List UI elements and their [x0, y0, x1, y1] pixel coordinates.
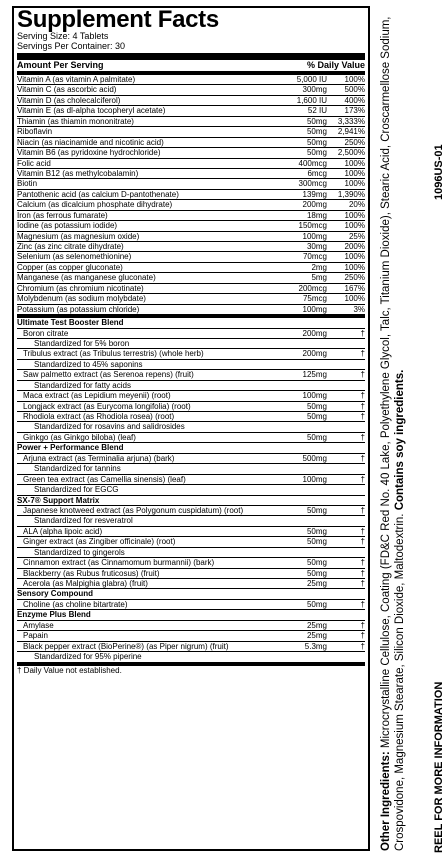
row-name: Manganese (as manganese gluconate) — [17, 273, 156, 283]
row-amount: 5mg — [311, 273, 327, 283]
row-name: Vitamin B12 (as methylcobalamin) — [17, 168, 139, 178]
row-amount — [279, 496, 327, 505]
row-amount: 50mg — [306, 148, 327, 158]
dv-header: % Daily Value — [306, 60, 365, 70]
nutrient-row — [17, 190, 365, 200]
row-name: Standardized for EGCG — [34, 485, 119, 495]
row-name: Black pepper extract (BioPerine®) (as Piper nigrum) (fruit) — [23, 641, 229, 651]
row-daily-value: † — [360, 453, 365, 463]
row-name: Sensory Compound — [17, 589, 94, 599]
row-daily-value: 3% — [353, 304, 365, 314]
nutrient-row — [17, 454, 365, 464]
row-name: Standardized to 45% saponins — [34, 359, 143, 369]
row-amount: 200mg — [302, 200, 327, 210]
row-name: Ultimate Test Booster Blend — [17, 318, 124, 328]
row-name: Copper (as copper gluconate) — [17, 262, 123, 272]
row-daily-value: 100% — [344, 221, 365, 231]
row-amount — [279, 339, 327, 348]
nutrient-row — [17, 506, 365, 516]
nutrient-row — [17, 537, 365, 547]
row-daily-value — [327, 652, 365, 661]
standardization-row — [17, 360, 365, 370]
row-daily-value: 500% — [344, 85, 365, 95]
other-ingredients-label: Other Ingredients: — [380, 751, 392, 851]
row-daily-value — [327, 318, 365, 327]
nutrient-row — [17, 127, 365, 137]
row-amount — [279, 610, 327, 619]
row-daily-value: † — [360, 432, 365, 442]
nutrient-row — [17, 117, 365, 127]
nutrient-row — [17, 569, 365, 579]
row-daily-value — [327, 443, 365, 452]
row-amount: 50mg — [306, 116, 327, 126]
standardization-row — [17, 339, 365, 349]
nutrient-row — [17, 106, 365, 116]
row-name: Arjuna extract (as Terminalia arjuna) (bark) — [23, 453, 175, 463]
row-daily-value: † — [360, 474, 365, 484]
standardization-row — [17, 464, 365, 474]
nutrient-row — [17, 621, 365, 631]
row-amount: 50mg — [306, 432, 327, 442]
row-amount: 25mg — [306, 579, 327, 588]
row-daily-value: 100% — [344, 179, 365, 189]
row-amount — [279, 360, 327, 369]
row-amount: 200mg — [302, 349, 327, 359]
row-amount: 1,600 IU — [296, 95, 327, 105]
row-daily-value: † — [360, 328, 365, 338]
nutrient-row — [17, 642, 365, 652]
blend-header-row — [17, 496, 365, 506]
row-name: Papain — [23, 631, 48, 641]
nutrient-row — [17, 148, 365, 158]
row-daily-value — [327, 464, 365, 473]
row-daily-value — [327, 589, 365, 598]
row-name: Ginger extract (as Zingiber officinale) (root) — [23, 537, 176, 547]
peel-instruction: REEL FOR MORE INFORMATION — [433, 681, 445, 853]
row-daily-value — [327, 360, 365, 369]
row-name: Longjack extract (as Eurycoma longifolia) (root) — [23, 401, 191, 411]
row-name: Tribulus extract (as Tribulus terrestris) (whole herb) — [23, 349, 204, 359]
row-daily-value: † — [360, 526, 365, 536]
row-name: Green tea extract (as Camellia sinensis) (leaf) — [23, 474, 186, 484]
blend-header-row — [17, 589, 365, 599]
row-name: Iodine (as potassium iodide) — [17, 221, 118, 231]
standardization-row — [17, 652, 365, 665]
row-daily-value: 100% — [344, 168, 365, 178]
row-amount: 400mcg — [298, 158, 327, 168]
row-name: Standardized for resveratrol — [34, 516, 133, 526]
row-amount: 50mg — [306, 537, 327, 547]
row-amount: 75mcg — [302, 294, 327, 304]
amount-header: Amount Per Serving — [17, 60, 104, 70]
nutrient-row — [17, 527, 365, 537]
row-name: SX-7® Support Matrix — [17, 495, 100, 505]
nutrient-row — [17, 284, 365, 294]
nutrient-row — [17, 138, 365, 148]
row-amount — [279, 318, 327, 327]
other-ingredients-list: Microcrystalline Cellulose, Coating (FD&C Red No. 40 Lake, Polyethylene Glycol, Talc, Titanium Dioxide), Stearic Acid, Croscarmellose Sodium, Crospovidone, Magnesium Stearate, Silicon Dioxide, Maltodextrin. — [380, 16, 406, 851]
row-amount: 30mg — [306, 242, 327, 251]
blend-header-row — [17, 315, 365, 328]
row-amount — [279, 464, 327, 473]
row-daily-value: † — [360, 349, 365, 359]
nutrient-row — [17, 579, 365, 589]
row-daily-value: 20% — [348, 200, 365, 210]
row-daily-value — [327, 496, 365, 505]
table-header — [17, 60, 365, 75]
row-daily-value — [327, 548, 365, 557]
row-name: Vitamin E (as dl-alpha tocopheryl acetate) — [17, 106, 166, 116]
row-name: Folic acid — [17, 158, 51, 168]
row-amount: 50mg — [306, 568, 327, 578]
row-amount: 500mg — [302, 453, 327, 463]
row-daily-value: 2,941% — [337, 127, 365, 137]
row-name: Amylase — [23, 620, 54, 630]
row-name: Biotin — [17, 179, 38, 189]
nutrient-row — [17, 252, 365, 262]
row-daily-value: † — [360, 505, 365, 515]
row-name: Ginkgo (as Ginkgo biloba) (leaf) — [23, 432, 136, 442]
standardization-row — [17, 422, 365, 432]
row-name: Standardized for rosavins and salidrosides — [34, 422, 185, 432]
row-amount: 50mg — [306, 127, 327, 137]
nutrient-row — [17, 391, 365, 401]
row-daily-value: 200% — [344, 242, 365, 251]
row-name: Choline (as choline bitartrate) — [23, 599, 128, 609]
nutrient-row — [17, 402, 365, 412]
allergen-statement: Contains soy ingredients. — [393, 369, 406, 511]
row-name: Thiamin (as thiamin mononitrate) — [17, 116, 134, 126]
nutrient-row — [17, 273, 365, 283]
row-name: Riboflavin — [17, 127, 53, 137]
row-amount: 100mg — [302, 304, 327, 314]
nutrient-row — [17, 159, 365, 169]
nutrient-row — [17, 263, 365, 273]
nutrient-row — [17, 412, 365, 422]
row-daily-value: † — [360, 631, 365, 641]
servings-per-container: Servings Per Container: 30 — [17, 40, 126, 51]
row-amount — [279, 589, 327, 598]
row-daily-value: 100% — [344, 210, 365, 220]
row-daily-value: 1,390% — [337, 189, 365, 199]
row-name: Potassium (as potassium chloride) — [17, 304, 140, 314]
row-daily-value: 167% — [344, 283, 365, 293]
row-amount: 5,000 IU — [296, 75, 327, 84]
nutrient-row — [17, 433, 365, 443]
nutrient-row — [17, 169, 365, 179]
row-daily-value: 25% — [348, 231, 365, 241]
nutrient-row — [17, 221, 365, 231]
row-daily-value: † — [360, 370, 365, 380]
row-daily-value: 100% — [344, 294, 365, 304]
row-amount — [279, 443, 327, 452]
row-amount: 300mg — [302, 85, 327, 95]
row-name: Standardized for 5% boron — [34, 338, 130, 348]
thick-divider — [17, 53, 365, 60]
nutrient-row — [17, 349, 365, 359]
row-name: Standardized for 95% piperine — [34, 652, 142, 662]
row-amount — [279, 422, 327, 431]
row-amount: 100mg — [302, 231, 327, 241]
row-amount: 6mcg — [307, 168, 327, 178]
row-amount: 18mg — [306, 210, 327, 220]
standardization-row — [17, 548, 365, 558]
row-daily-value — [327, 610, 365, 619]
blend-header-row — [17, 610, 365, 620]
row-amount — [279, 485, 327, 494]
row-amount: 100mg — [302, 474, 327, 484]
row-amount: 25mg — [306, 620, 327, 630]
row-name: Boron citrate — [23, 328, 69, 338]
row-amount: 100mg — [302, 391, 327, 401]
row-amount — [279, 548, 327, 557]
serving-size: Serving Size: 4 Tablets — [17, 31, 109, 41]
row-name: Blackberry (as Rubus fruticosus) (fruit) — [23, 568, 160, 578]
row-daily-value — [327, 422, 365, 431]
row-amount: 5.3mg — [304, 641, 327, 651]
row-daily-value: † — [360, 641, 365, 651]
row-amount: 200mcg — [298, 283, 327, 293]
nutrient-row — [17, 179, 365, 189]
footnote: † Daily Value not established. — [17, 665, 122, 675]
row-daily-value: † — [360, 412, 365, 421]
lot-code: 1096US-01 — [433, 144, 445, 200]
nutrient-row — [17, 305, 365, 315]
row-daily-value: 400% — [344, 95, 365, 105]
nutrient-row — [17, 475, 365, 485]
row-daily-value: † — [360, 537, 365, 547]
nutrient-row — [17, 558, 365, 568]
row-amount: 50mg — [306, 599, 327, 609]
row-amount: 50mg — [306, 526, 327, 536]
row-name: Zinc (as zinc citrate dihydrate) — [17, 242, 124, 251]
row-amount: 2mg — [311, 262, 327, 272]
row-daily-value — [327, 516, 365, 525]
row-amount — [279, 652, 327, 661]
nutrient-row — [17, 242, 365, 252]
row-daily-value: 100% — [344, 262, 365, 272]
row-name: Chromium (as chromium nicotinate) — [17, 283, 144, 293]
label-edge — [432, 0, 447, 863]
row-name: Calcium (as dicalcium phosphate dihydrate) — [17, 200, 173, 210]
nutrient-row — [17, 200, 365, 210]
row-name: Japanese knotweed extract (as Polygonum cuspidatum) (root) — [23, 505, 244, 515]
row-amount: 300mcg — [298, 179, 327, 189]
row-daily-value: 250% — [344, 137, 365, 147]
nutrient-row — [17, 631, 365, 641]
row-daily-value: 100% — [344, 158, 365, 168]
standardization-row — [17, 485, 365, 495]
row-daily-value: 173% — [344, 106, 365, 116]
row-name: Magnesium (as magnesium oxide) — [17, 231, 140, 241]
row-name: Pantothenic acid (as calcium D-pantothenate) — [17, 189, 179, 199]
row-daily-value: † — [360, 599, 365, 609]
row-name: ALA (alpha lipoic acid) — [23, 526, 103, 536]
row-name: Vitamin B6 (as pyridoxine hydrochloride) — [17, 148, 161, 158]
nutrient-row — [17, 211, 365, 221]
nutrient-row — [17, 75, 365, 85]
row-amount: 25mg — [306, 631, 327, 641]
row-name: Selenium (as selenomethionine) — [17, 252, 132, 262]
row-daily-value: † — [360, 579, 365, 588]
row-name: Saw palmetto extract (as Serenoa repens) (fruit) — [23, 370, 194, 380]
row-name: Standardized for tannins — [34, 464, 121, 474]
nutrient-row — [17, 294, 365, 304]
row-daily-value: 3,333% — [337, 116, 365, 126]
nutrient-table — [17, 75, 365, 666]
row-amount: 50mg — [306, 137, 327, 147]
row-name: Standardized for fatty acids — [34, 380, 131, 390]
row-daily-value: † — [360, 401, 365, 411]
row-daily-value: † — [360, 558, 365, 568]
row-amount: 50mg — [306, 558, 327, 568]
nutrient-row — [17, 96, 365, 106]
nutrient-row — [17, 600, 365, 610]
standardization-row — [17, 381, 365, 391]
row-daily-value: 100% — [344, 252, 365, 262]
row-amount: 200mg — [302, 328, 327, 338]
row-amount: 70mcg — [302, 252, 327, 262]
row-name: Enzyme Plus Blend — [17, 610, 91, 620]
row-amount: 50mg — [306, 401, 327, 411]
row-name: Cinnamon extract (as Cinnamomum burmannii) (bark) — [23, 558, 215, 568]
row-daily-value — [327, 485, 365, 494]
row-daily-value: 100% — [344, 75, 365, 84]
panel-title: Supplement Facts — [17, 6, 219, 33]
row-name: Vitamin C (as ascorbic acid) — [17, 85, 117, 95]
row-name: Power + Performance Blend — [17, 443, 124, 453]
nutrient-row — [17, 329, 365, 339]
row-amount: 125mg — [302, 370, 327, 380]
blend-header-row — [17, 443, 365, 453]
nutrient-row — [17, 232, 365, 242]
row-name: Molybdenum (as sodium molybdate) — [17, 294, 146, 304]
row-name: Vitamin D (as cholecalciferol) — [17, 95, 121, 105]
nutrient-row — [17, 85, 365, 95]
standardization-row — [17, 516, 365, 526]
row-daily-value: † — [360, 620, 365, 630]
row-amount — [279, 381, 327, 390]
row-amount: 150mcg — [298, 221, 327, 231]
row-name: Rhodiola extract (as Rhodiola rosea) (root) — [23, 412, 175, 421]
row-daily-value: 250% — [344, 273, 365, 283]
row-amount: 50mg — [306, 505, 327, 515]
row-name: Vitamin A (as vitamin A palmitate) — [17, 75, 136, 84]
row-amount: 139mg — [302, 189, 327, 199]
supplement-facts-panel — [12, 6, 370, 851]
row-name: Standardized to gingerols — [34, 547, 125, 557]
row-daily-value: † — [360, 568, 365, 578]
row-daily-value: † — [360, 391, 365, 401]
nutrient-row — [17, 370, 365, 380]
row-amount — [279, 516, 327, 525]
row-name: Niacin (as niacinamide and nicotinic acid) — [17, 137, 164, 147]
row-amount: 52 IU — [307, 106, 327, 116]
row-daily-value — [327, 339, 365, 348]
row-amount: 50mg — [306, 412, 327, 421]
row-daily-value: 2,500% — [337, 148, 365, 158]
row-name: Iron (as ferrous fumarate) — [17, 210, 108, 220]
row-daily-value — [327, 381, 365, 390]
row-name: Acerola (as Malpighia glabra) (fruit) — [23, 579, 148, 588]
row-name: Maca extract (as Lepidium meyenii) (root) — [23, 391, 171, 401]
